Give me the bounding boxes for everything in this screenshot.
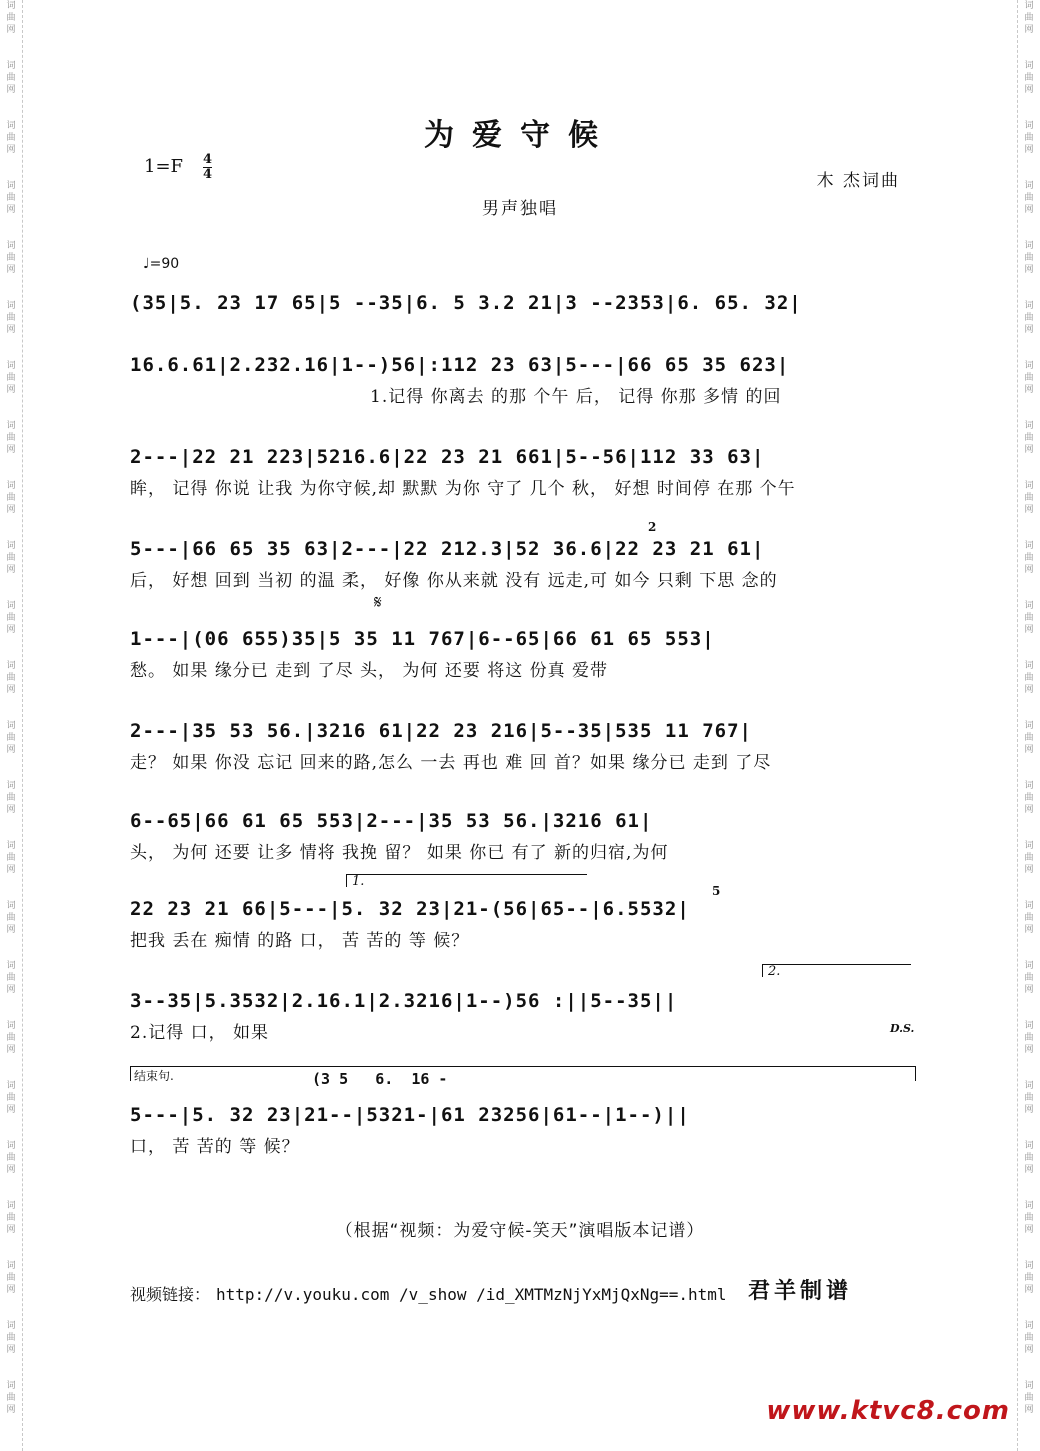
watermark-text: 词 曲 网 [6,1141,16,1175]
lyric-line: 眸， 记得 你说 让我 为你守候,却 默默 为你 守了 几个 秋， 好想 时间停 在那 个午 [130,479,796,499]
grace-note-2: 2 [648,520,657,534]
watermark-text: 词 曲 网 [1024,61,1034,95]
watermark-text: 词 曲 网 [1024,1141,1034,1175]
watermark-text: 词 曲 网 [1024,241,1034,275]
notation-line: 5---|5. 32 23|21--|5321-|61 23256|61--|1--)|| [130,1104,690,1126]
watermark-text: 词 曲 网 [6,541,16,575]
watermark-text: 词 曲 网 [6,181,16,215]
watermark-text: 词 曲 网 [6,601,16,635]
lyric-line: 2.记得 口， 如果 [130,1023,270,1043]
watermark-text: 词 曲 网 [6,1,16,35]
notation-line: 2---|35 53 56.|3216 61|22 23 216|5--35|535 11 767| [130,720,752,742]
ds-mark: D.S. [890,1022,915,1035]
watermark-text: 词 曲 网 [6,301,16,335]
notation-line: 5---|66 65 35 63|2---|22 212.3|52 36.6|22 23 21 61| [130,538,765,560]
watermark-text: 词 曲 网 [1024,721,1034,755]
watermark-text: 词 曲 网 [1024,1381,1034,1415]
watermark-text: 词 曲 网 [1024,181,1034,215]
watermark-text: 词 曲 网 [6,721,16,755]
watermark-text: 词 曲 网 [1024,841,1034,875]
tempo-mark: ♩=90 [143,256,180,272]
time-signature [203,153,212,182]
lyric-line: 愁。 如果 缘分已 走到 了尽 头， 为何 还要 将这 份真 爱带 [130,661,609,681]
meter-top: 4 [203,152,213,167]
watermark-text: 词 曲 网 [6,1201,16,1235]
lyric-line: 把我 丢在 痴情 的路 口， 苦 苦的 等 候？ [130,931,470,951]
segno-mark: 𝄋 [374,592,382,613]
watermark-text: 词 曲 网 [6,781,16,815]
watermark-text: 词 曲 网 [1024,781,1034,815]
meter-bottom: 4 [203,167,213,182]
watermark-text: 词 曲 网 [6,361,16,395]
watermark-text: 词 曲 网 [6,1081,16,1115]
watermark-text: 词 曲 网 [6,1261,16,1295]
song-title: 为爱守候 [424,118,616,153]
key-signature: 1=F [144,156,184,177]
watermark-text: 词 曲 网 [1024,301,1034,335]
volta-2-bracket [762,964,911,977]
notation-line: 1---|(06 655)35|5 35 11 767|6--65|66 61 65 553| [130,628,715,650]
watermark-text: 词 曲 网 [6,241,16,275]
watermark-text: 词 曲 网 [1024,661,1034,695]
watermark-text: 词 曲 网 [1024,961,1034,995]
watermark-text: 词 曲 网 [1024,1081,1034,1115]
video-url[interactable]: http://v.youku.com /v_show /id_XMTMzNjYxMjQxNg==.html [216,1285,727,1304]
watermark-text: 词 曲 网 [1024,361,1034,395]
site-watermark: www.ktvc8.com [766,1396,1010,1426]
watermark-text: 词 曲 网 [1024,901,1034,935]
video-link-line [130,1282,727,1305]
watermark-text: 词 曲 网 [6,661,16,695]
notation-line: 2---|22 21 223|5216.6|22 23 21 661|5--56|112 33 63| [130,446,765,468]
signature-stamp: 君羊制谱 [748,1278,853,1304]
notation-line: 22 23 21 66|5---|5. 32 23|21-(56|65--|6.5532| [130,898,690,920]
watermark-text: 词 曲 网 [6,1021,16,1055]
lyric-line: 走？ 如果 你没 忘记 回来的路,怎么 一去 再也 难 回 首？如果 缘分已 走到 了尽 [130,753,772,773]
watermark-text: 词 曲 网 [6,421,16,455]
source-note: （根据“视频：为爱守候-笑天”演唱版本记谱） [335,1221,705,1241]
watermark-text: 词 曲 网 [1024,601,1034,635]
ending-box [130,1066,916,1081]
watermark-text: 词 曲 网 [1024,481,1034,515]
lyric-line: 后， 好想 回到 当初 的温 柔， 好像 你从来就 没有 远走,可 如今 只剩 下思 念的 [130,571,778,591]
watermark-text: 词 曲 网 [6,481,16,515]
watermark-text: 词 曲 网 [6,1321,16,1355]
watermark-text: 词 曲 网 [1024,121,1034,155]
watermark-text: 词 曲 网 [1024,1201,1034,1235]
lyric-line: 1.记得 你离去 的那 个午 后， 记得 你那 多情 的回 [370,387,782,407]
watermark-text: 词 曲 网 [1024,1,1034,35]
notation-line: 3--35|5.3532|2.16.1|2.3216|1--)56 :||5--35|| [130,990,678,1012]
lyric-line: 头， 为何 还要 让多 情将 我挽 留？ 如果 你已 有了 新的归宿,为何 [130,843,669,863]
volta-1-bracket [346,874,587,887]
lyric-line: 口， 苦 苦的 等 候？ [130,1137,300,1157]
watermark-text: 词 曲 网 [6,121,16,155]
volta-2-label: 2. [768,964,781,979]
notation-line: (35|5. 23 17 65|5 --35|6. 5 3.2 21|3 --2353|6. 65. 32| [130,292,802,314]
performance-type: 男声独唱 [482,199,558,219]
notation-line: 6--65|66 61 65 553|2---|35 53 56.|3216 61| [130,810,653,832]
watermark-text: 词 曲 网 [6,961,16,995]
watermark-text: 词 曲 网 [1024,541,1034,575]
composer-credit: 木 杰词曲 [816,171,900,191]
upper-voice-notes: (3 5 6. 16 - [312,1070,448,1088]
volta-1-label: 1. [352,874,365,889]
watermark-text: 词 曲 网 [1024,1261,1034,1295]
grace-note-5: 5 [712,884,721,898]
watermark-text: 词 曲 网 [1024,421,1034,455]
watermark-text: 词 曲 网 [6,841,16,875]
watermark-text: 词 曲 网 [6,61,16,95]
notation-line: 16.6.61|2.232.16|1--)56|:112 23 63|5---|66 65 35 623| [130,354,790,376]
watermark-text: 词 曲 网 [6,901,16,935]
watermark-text: 词 曲 网 [1024,1021,1034,1055]
ending-label: 结束句. [134,1069,174,1083]
watermark-text: 词 曲 网 [1024,1321,1034,1355]
watermark-text: 词 曲 网 [6,1381,16,1415]
video-link-label: 视频链接： [130,1285,211,1304]
